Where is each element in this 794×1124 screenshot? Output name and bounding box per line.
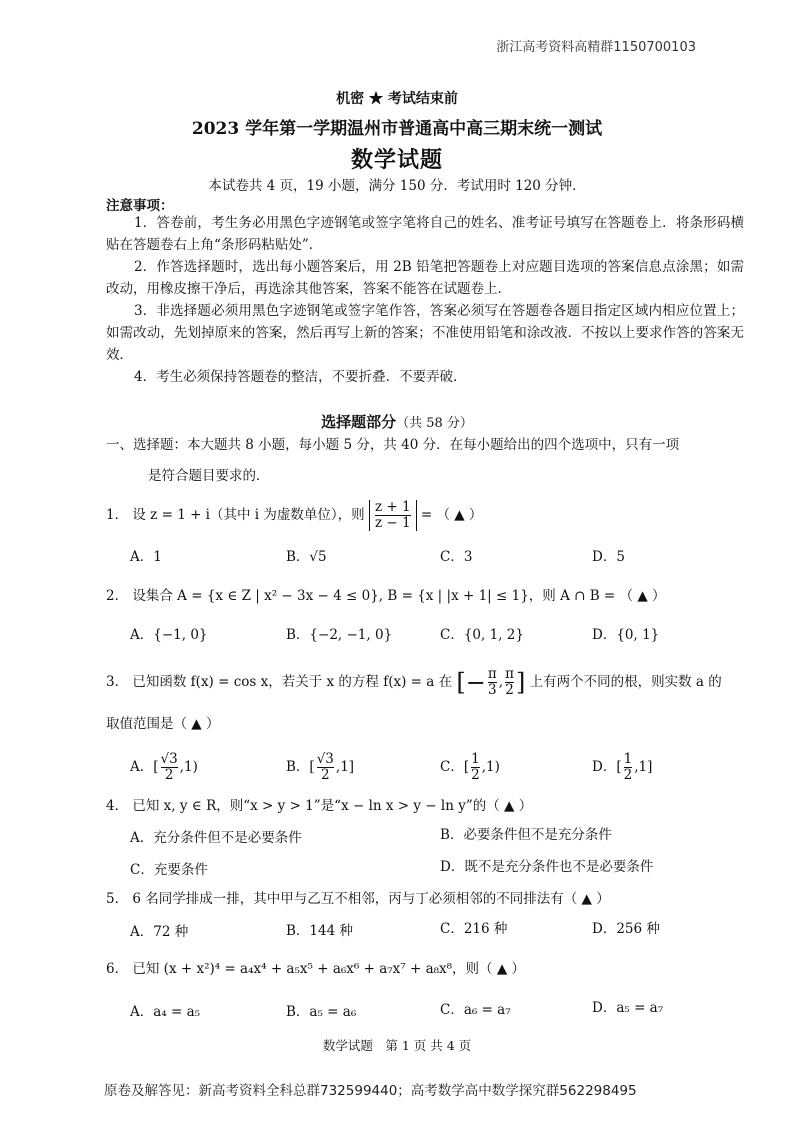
q1-option-c: C．3 bbox=[440, 549, 473, 565]
question-stem: 已知函数 f(x) = cos x，若关于 x 的方程 f(x) = a 在 bbox=[132, 674, 453, 690]
pi-numerator-2: π bbox=[505, 666, 514, 682]
question-5 bbox=[106, 887, 610, 907]
question-stem-end: 上有两个不同的根，则实数 a 的 bbox=[529, 674, 722, 690]
q5-option-b: B．144 种 bbox=[286, 923, 353, 939]
exam-info: 本试卷共 4 页，19 小题，满分 150 分．考试用时 120 分钟． bbox=[208, 178, 586, 194]
interval-close: ] bbox=[515, 668, 526, 697]
question-number: 2． bbox=[106, 588, 129, 604]
question-2 bbox=[106, 584, 666, 604]
abs-fraction bbox=[369, 500, 417, 531]
watermark-text: 浙江高考资料高精群1150700103 bbox=[496, 40, 696, 55]
question-3 bbox=[106, 667, 722, 698]
bottom-note: 原卷及解答见：新高考资料全科总群732599440；高考数学高中数学探究群562298495 bbox=[104, 1083, 637, 1099]
q2-option-c: C．{0, 1, 2} bbox=[440, 627, 524, 643]
question-6 bbox=[106, 957, 525, 977]
question-number: 3． bbox=[106, 674, 129, 690]
section-title: 选择题部分 bbox=[321, 413, 397, 431]
pi-denominator-2: 2 bbox=[505, 682, 514, 698]
q5-option-a: A．72 种 bbox=[130, 924, 189, 940]
q2-option-b: B．{−2, −1, 0} bbox=[286, 627, 393, 643]
q6-option-c: C．a₆ = a₇ bbox=[440, 1002, 511, 1018]
notice-item-2: 2．作答选择题时，选出每小题答案后，用 2B 铅笔把答题卷上对应题目选项的答案信息点涂黑；如需改动，用橡皮擦干净后，再选涂其他答案，答案不能答在试题卷上． bbox=[106, 259, 744, 297]
q2-option-a: A．{−1, 0} bbox=[130, 627, 208, 643]
question-stem: 6 名同学排成一排，其中甲与乙互不相邻，丙与丁必须相邻的不同排法有（ ▲ ） bbox=[132, 891, 610, 907]
section-instruction-line2: 是符合题目要求的． bbox=[148, 468, 270, 484]
question-number: 4． bbox=[106, 798, 129, 814]
q3-option-a: A．[ $\frac{√3}{2}$ ,1) bbox=[130, 751, 198, 783]
q3-option-d: D．[ $\frac{1}{2}$ ,1] bbox=[592, 751, 653, 783]
fraction-denominator: z − 1 bbox=[374, 515, 411, 531]
question-number: 1． bbox=[106, 507, 129, 523]
section-heading bbox=[0, 411, 794, 432]
question-1 bbox=[106, 500, 482, 531]
question-stem: 已知 (x + x²)⁴ = a₄x⁴ + a₅x⁵ + a₆x⁶ + a₇x⁷ + a₈x⁸，则（ ▲ ） bbox=[132, 961, 526, 977]
q1-option-a: A．1 bbox=[130, 549, 162, 565]
interval-open: [− bbox=[456, 668, 486, 697]
q1-option-b: B．√5 bbox=[286, 549, 327, 565]
q3-option-c: C．[ $\frac{1}{2}$ ,1) bbox=[440, 751, 500, 783]
interval-comma: , bbox=[498, 674, 504, 690]
notice-item-1: 1．答卷前，考生务必用黑色字迹钢笔或签字笔将自己的姓名、准考证号填写在答题卷上．将条形码横贴在答题卷右上角“条形码粘贴处”． bbox=[106, 215, 744, 253]
notice-heading: 注意事项： bbox=[106, 198, 174, 214]
q4-option-a: A．充分条件但不是必要条件 bbox=[130, 830, 302, 846]
question-number: 6． bbox=[106, 961, 129, 977]
q5-option-d: D．256 种 bbox=[592, 921, 660, 937]
question-3-line2: 取值范围是（ ▲ ） bbox=[106, 716, 220, 732]
q1-option-d: D．5 bbox=[592, 549, 625, 565]
question-number: 5． bbox=[106, 891, 129, 907]
pi-numerator-1: π bbox=[487, 666, 497, 682]
confidential-label: 机密 ★ 考试结束前 bbox=[336, 91, 458, 107]
question-stem-end: = （ ▲ ） bbox=[420, 507, 483, 523]
q6-option-a: A．a₄ = a₅ bbox=[130, 1004, 201, 1020]
fraction-numerator: z + 1 bbox=[374, 499, 411, 515]
section-score: （共 58 分） bbox=[396, 416, 473, 431]
section-instruction-line1: 一、选择题：本大题共 8 小题，每小题 5 分，共 40 分．在每小题给出的四个选项中，只有一项 bbox=[106, 437, 680, 453]
page-footer: 数学试题 第 1 页 共 4 页 bbox=[322, 1038, 472, 1053]
subject-title: 数学试题 bbox=[350, 147, 443, 173]
notice-item-4: 4．考生必须保持答题卷的整洁，不要折叠．不要弄破． bbox=[134, 369, 467, 385]
pi-denominator-1: 3 bbox=[488, 682, 497, 698]
q4-option-d: D．既不是充分条件也不是必要条件 bbox=[440, 859, 654, 875]
notice-item-3: 3．非选择题必须用黑色字迹钢笔或签字笔作答，答案必须写在答题卷各题目指定区域内相应位置上；如需改动，先划掉原来的答案，然后再写上新的答案；不准使用铅笔和涂改液．不按以上要求作答的答案无效． bbox=[106, 303, 744, 363]
exam-title: 2023 学年第一学期温州市普通高中高三期末统一测试 bbox=[191, 119, 603, 139]
q3-option-b: B．[ $\frac{√3}{2}$ ,1] bbox=[286, 751, 355, 783]
q2-option-d: D．{0, 1} bbox=[592, 627, 660, 643]
q5-option-c: C．216 种 bbox=[440, 921, 508, 937]
question-stem: 设集合 A = {x ∈ Z | x² − 3x − 4 ≤ 0}, B = {x | |x + 1| ≤ 1}，则 A ∩ B = （ ▲ ） bbox=[132, 588, 666, 604]
question-4 bbox=[106, 794, 532, 814]
q6-option-d: D．a₅ = a₇ bbox=[592, 1000, 664, 1016]
q4-option-c: C．充要条件 bbox=[130, 862, 208, 878]
question-stem: 设 z = 1 + i（其中 i 为虚数单位），则 bbox=[132, 507, 365, 523]
q4-option-b: B．必要条件但不是充分条件 bbox=[440, 827, 612, 843]
q6-option-b: B．a₅ = a₆ bbox=[286, 1004, 357, 1020]
question-stem: 已知 x, y ∈ R，则“x > y > 1”是“x − ln x > y − ln y”的（ ▲ ） bbox=[132, 798, 533, 814]
